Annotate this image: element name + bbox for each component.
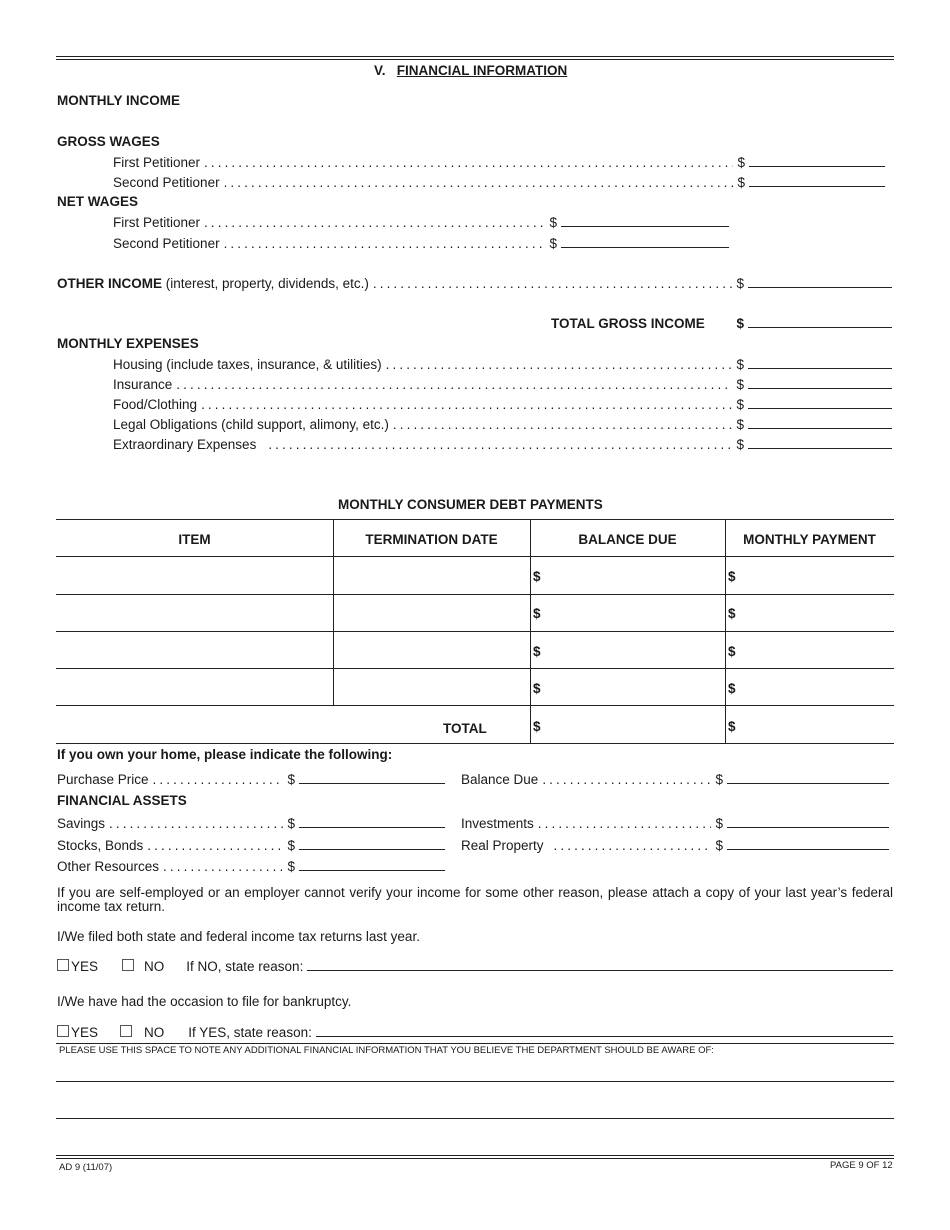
balance-dollar: $ xyxy=(533,681,541,696)
net-wages-second-field[interactable] xyxy=(561,235,729,248)
table-rule xyxy=(56,556,894,557)
leader-dots xyxy=(389,417,733,432)
leader-dots xyxy=(200,215,545,230)
stocks-bonds-field[interactable] xyxy=(299,837,445,850)
table-rule xyxy=(56,519,894,520)
leader-dots xyxy=(159,859,283,874)
net-wages-heading: NET WAGES xyxy=(57,194,139,209)
balance-dollar: $ xyxy=(533,606,541,621)
purchase-price-label: Purchase Price xyxy=(57,772,149,787)
expense-food-clothing-label: Food/Clothing xyxy=(113,397,198,412)
leader-dots xyxy=(256,437,732,452)
expense-row xyxy=(113,416,892,432)
expense-legal-field[interactable] xyxy=(748,416,892,429)
leader-dots xyxy=(534,816,712,831)
col-header-balance-due: BALANCE DUE xyxy=(578,532,677,547)
debt-table-title: MONTHLY CONSUMER DEBT PAYMENTS xyxy=(338,497,603,512)
leader-dots xyxy=(105,816,283,831)
additional-info-line[interactable] xyxy=(56,1118,894,1119)
total-gross-income-row xyxy=(551,315,892,331)
dollar-sign: $ xyxy=(736,357,744,372)
expense-housing-field[interactable] xyxy=(748,356,892,369)
tax-reason-field[interactable] xyxy=(307,958,893,971)
leader-dots xyxy=(538,772,711,787)
section-title xyxy=(374,63,567,78)
tax-question: I/We filed both state and federal income tax returns last year. xyxy=(57,929,420,944)
additional-info-label: PLEASE USE THIS SPACE TO NOTE ANY ADDITIONAL FINANCIAL INFORMATION THAT YOU BELIEVE THE DEPARTMENT SHOULD BE AWARE OF: xyxy=(59,1045,714,1056)
table-rule xyxy=(530,519,531,744)
other-income-row xyxy=(57,275,892,291)
stocks-bonds-row xyxy=(57,837,445,853)
net-wages-second-label: Second Petitioner xyxy=(113,236,220,251)
net-wages-first-field[interactable] xyxy=(561,214,729,227)
table-rule xyxy=(56,743,894,744)
financial-assets-heading: FINANCIAL ASSETS xyxy=(57,793,187,808)
expense-food-clothing-field[interactable] xyxy=(748,396,892,409)
gross-wages-first-field[interactable] xyxy=(749,154,885,167)
balance-due-label: Balance Due xyxy=(461,772,539,787)
expense-legal-label: Legal Obligations (child support, alimony, etc.) xyxy=(113,417,389,432)
tax-no-checkbox[interactable] xyxy=(122,959,134,971)
dollar-sign: $ xyxy=(287,772,295,787)
payment-total-dollar: $ xyxy=(728,719,736,734)
investments-label: Investments xyxy=(461,816,534,831)
savings-field[interactable] xyxy=(299,815,445,828)
stocks-bonds-label: Stocks, Bonds xyxy=(57,838,144,853)
bankruptcy-question: I/We have had the occasion to file for bankruptcy. xyxy=(57,994,352,1009)
leader-dots xyxy=(197,397,732,412)
bankruptcy-reason-label: If YES, state reason: xyxy=(188,1025,312,1040)
expense-insurance-field[interactable] xyxy=(748,376,892,389)
section-title-text: FINANCIAL INFORMATION xyxy=(396,63,568,78)
dollar-sign: $ xyxy=(715,772,723,787)
dollar-sign: $ xyxy=(287,816,295,831)
monthly-income-heading: MONTHLY INCOME xyxy=(57,93,181,108)
col-header-item: ITEM xyxy=(178,532,211,547)
table-rule xyxy=(56,668,894,669)
page-number: PAGE 9 OF 12 xyxy=(830,1160,893,1171)
net-wages-second-row xyxy=(113,235,729,251)
purchase-price-row xyxy=(57,771,445,787)
table-total-label: TOTAL xyxy=(443,721,487,736)
dollar-sign: $ xyxy=(736,397,744,412)
purchase-price-field[interactable] xyxy=(299,771,445,784)
balance-total-dollar: $ xyxy=(533,719,541,734)
leader-dots xyxy=(369,276,733,291)
leader-dots xyxy=(143,838,283,853)
section-number: V. xyxy=(374,63,386,78)
table-rule xyxy=(333,519,334,706)
payment-dollar: $ xyxy=(728,606,736,621)
other-income-note: (interest, property, dividends, etc.) xyxy=(165,276,369,291)
payment-dollar: $ xyxy=(728,681,736,696)
gross-wages-second-row xyxy=(113,174,885,190)
leader-dots xyxy=(544,838,712,853)
dollar-sign: $ xyxy=(549,215,557,230)
expense-row xyxy=(113,376,892,392)
payment-dollar: $ xyxy=(728,644,736,659)
table-rule xyxy=(56,594,894,595)
leader-dots xyxy=(382,357,733,372)
bankruptcy-no-label: NO xyxy=(144,1025,165,1040)
expense-row xyxy=(113,436,892,452)
table-rule xyxy=(725,519,726,744)
leader-dots xyxy=(220,175,734,190)
bankruptcy-no-checkbox[interactable] xyxy=(120,1025,132,1037)
col-header-termination-date: TERMINATION DATE xyxy=(365,532,498,547)
leader-dots xyxy=(172,377,732,392)
gross-wages-second-label: Second Petitioner xyxy=(113,175,220,190)
gross-wages-second-field[interactable] xyxy=(749,174,885,187)
dollar-sign: $ xyxy=(736,417,744,432)
leader-dots xyxy=(149,772,284,787)
balance-dollar: $ xyxy=(533,644,541,659)
tax-reason-label: If NO, state reason: xyxy=(186,959,304,974)
expense-insurance-label: Insurance xyxy=(113,377,173,392)
expense-extraordinary-field[interactable] xyxy=(748,436,892,449)
other-resources-field[interactable] xyxy=(299,858,445,871)
other-income-label: OTHER INCOME xyxy=(57,276,163,291)
dollar-sign: $ xyxy=(715,816,723,831)
leader-dots xyxy=(200,155,733,170)
savings-row xyxy=(57,815,445,831)
additional-info-line[interactable] xyxy=(56,1081,894,1082)
expense-housing-label: Housing (include taxes, insurance, & utilities) xyxy=(113,357,382,372)
top-rule xyxy=(56,56,894,60)
balance-due-field[interactable] xyxy=(727,771,889,784)
table-rule xyxy=(56,705,894,706)
home-heading: If you own your home, please indicate the following: xyxy=(57,747,393,762)
real-property-row xyxy=(461,837,889,853)
bankruptcy-reason-field[interactable] xyxy=(316,1024,893,1037)
other-resources-label: Other Resources xyxy=(57,859,160,874)
bankruptcy-answer-row xyxy=(57,1024,893,1040)
additional-info-rule xyxy=(56,1043,894,1044)
col-header-monthly-payment: MONTHLY PAYMENT xyxy=(743,532,876,547)
tax-no-label: NO xyxy=(144,959,165,974)
self-employed-note: If you are self-employed or an employer cannot verify your income for some other reason, please attach a copy of your last year’s federal income tax return. xyxy=(57,885,893,914)
bankruptcy-yes-label: YES xyxy=(71,1025,99,1040)
expense-row xyxy=(113,356,892,372)
bottom-rule xyxy=(56,1155,894,1159)
dollar-sign: $ xyxy=(737,175,745,190)
dollar-sign: $ xyxy=(287,838,295,853)
dollar-sign: $ xyxy=(549,236,557,251)
dollar-sign: $ xyxy=(715,838,723,853)
savings-label: Savings xyxy=(57,816,106,831)
dollar-sign: $ xyxy=(736,316,744,331)
dollar-sign: $ xyxy=(287,859,295,874)
gross-wages-first-label: First Petitioner xyxy=(113,155,201,170)
expense-extraordinary-label: Extraordinary Expenses xyxy=(113,437,257,452)
dollar-sign: $ xyxy=(737,155,745,170)
balance-dollar: $ xyxy=(533,569,541,584)
tax-answer-row xyxy=(57,958,893,974)
investments-field[interactable] xyxy=(727,815,889,828)
real-property-label: Real Property xyxy=(461,838,544,853)
dollar-sign: $ xyxy=(736,437,744,452)
gross-wages-heading: GROSS WAGES xyxy=(57,134,160,149)
tax-yes-label: YES xyxy=(71,959,99,974)
total-gross-income-label: TOTAL GROSS INCOME xyxy=(551,316,705,331)
real-property-field[interactable] xyxy=(727,837,889,850)
tax-yes-checkbox[interactable] xyxy=(57,959,69,971)
payment-dollar: $ xyxy=(728,569,736,584)
dollar-sign: $ xyxy=(736,276,744,291)
total-gross-income-field[interactable] xyxy=(748,315,892,328)
net-wages-first-row xyxy=(113,214,729,230)
balance-due-row xyxy=(461,771,889,787)
other-income-field[interactable] xyxy=(748,275,892,288)
table-rule xyxy=(56,631,894,632)
bankruptcy-yes-checkbox[interactable] xyxy=(57,1025,69,1037)
investments-row xyxy=(461,815,889,831)
net-wages-first-label: First Petitioner xyxy=(113,215,201,230)
gross-wages-first-row xyxy=(113,154,885,170)
other-resources-row xyxy=(57,858,445,874)
dollar-sign: $ xyxy=(736,377,744,392)
leader-dots xyxy=(220,236,546,251)
monthly-expenses-heading: MONTHLY EXPENSES xyxy=(57,336,199,351)
form-id: AD 9 (11/07) xyxy=(59,1162,113,1173)
expense-row xyxy=(113,396,892,412)
